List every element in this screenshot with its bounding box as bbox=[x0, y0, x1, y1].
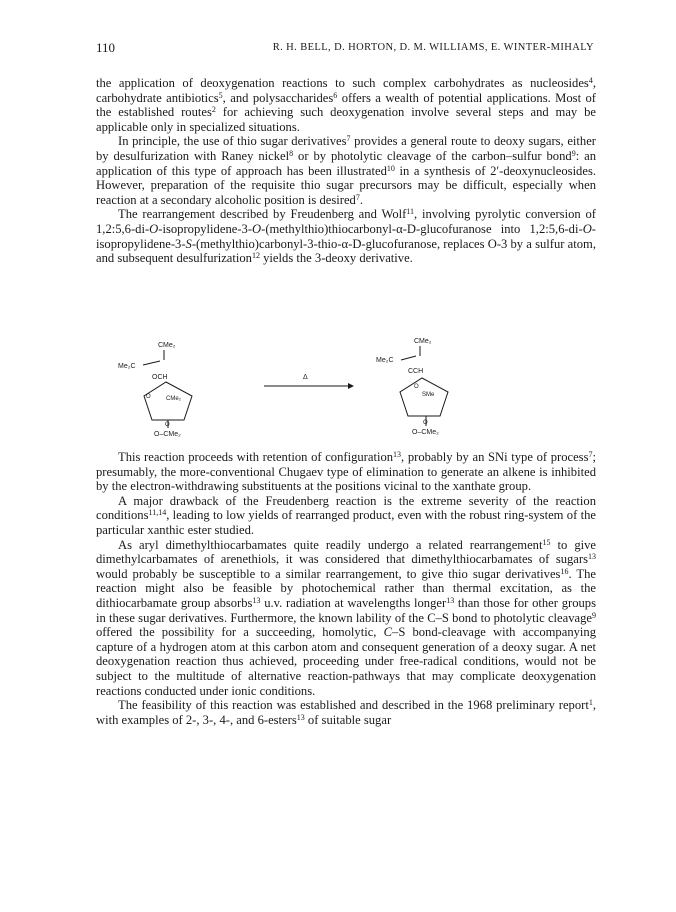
text-run: u.v. radiation at wavelengths longer bbox=[260, 595, 447, 610]
citation-superscript: 11 bbox=[406, 207, 415, 217]
right-inner-label: SMe bbox=[422, 392, 435, 398]
text-run: -(methylthio)carbonyl-3-thio-α-D-glucofuranose, replaces O-3 by a sulfur atom, and subsequent desulfurization bbox=[96, 236, 596, 266]
text-run: or by photolytic cleavage of the carbon–sulfur bond bbox=[293, 148, 572, 163]
text-run: In principle, the use of thio sugar derivatives bbox=[118, 134, 347, 149]
text-run: in a synthesis of 2′-deoxynucleosides. However, preparation of the requisite thio sugar precursors may be difficult, especially when reaction at a secondary alcoholic position is desired bbox=[96, 163, 596, 207]
text-run: , carbohydrate antibiotics bbox=[96, 76, 596, 105]
left-heteroatom-up: O bbox=[146, 394, 151, 400]
text-run: to give dimethylcarbamates of arenethiols, it was considered that dimethylthiocarbamates of sugars bbox=[96, 537, 597, 567]
text-run: offered the possibility for a succeeding, homolytic, bbox=[96, 625, 384, 640]
citation-superscript: 5 bbox=[218, 90, 223, 100]
citation-superscript: 13 bbox=[252, 595, 261, 605]
left-heteroatom-down: O bbox=[165, 422, 170, 428]
italic-locant: O bbox=[582, 221, 592, 236]
citation-superscript: 8 bbox=[289, 148, 294, 158]
text-run: -isopropylidene-3- bbox=[158, 221, 253, 236]
citation-superscript: 6 bbox=[333, 90, 338, 100]
text-run: , leading to low yields of rearranged product, even with the robust ring-system of the particular xanthic ester studied. bbox=[96, 508, 596, 537]
text-run: : an application of this type of approach has been illustrated bbox=[96, 148, 596, 178]
text-run: . bbox=[359, 192, 363, 207]
paragraph bbox=[96, 450, 596, 494]
paragraph bbox=[96, 134, 596, 207]
text-run: , and polysaccharides bbox=[222, 90, 334, 105]
left-side-label: Me₂C bbox=[118, 363, 136, 370]
starting-xanthate-structure bbox=[118, 342, 192, 438]
text-run: The rearrangement described by Freudenberg and Wolf bbox=[118, 207, 407, 222]
italic-locant: O bbox=[252, 221, 262, 236]
text-run: would probably be susceptible to a similar rearrangement, to give thio sugar derivatives bbox=[96, 566, 561, 581]
citation-superscript: 13 bbox=[393, 450, 402, 459]
citation-superscript: 7 bbox=[355, 192, 360, 202]
running-header-authors: R. H. BELL, D. HORTON, D. M. WILLIAMS, E. WINTER-MIHALY bbox=[272, 42, 594, 53]
body-text-bottom bbox=[96, 450, 596, 727]
citation-superscript: 12 bbox=[251, 251, 260, 261]
arrow-heat-label: Δ bbox=[303, 374, 308, 381]
text-run: of suitable sugar bbox=[304, 712, 392, 727]
paragraph bbox=[96, 698, 596, 727]
right-heteroatom-down: O bbox=[423, 420, 428, 426]
text-run: , with examples of 2-, 3-, 4-, and 6-esters bbox=[96, 698, 596, 727]
citation-superscript: 2 bbox=[211, 105, 216, 115]
text-run: the application of deoxygenation reactions to such complex carbohydrates as nucleosides bbox=[96, 76, 589, 90]
text-run: The feasibility of this reaction was established and described in the 1968 preliminary report bbox=[118, 698, 589, 713]
text-run: , probably by an SNi type of process bbox=[401, 450, 589, 464]
left-ring-label: OCH bbox=[152, 374, 168, 381]
text-run: yields the 3-deoxy derivative. bbox=[259, 251, 413, 266]
citation-superscript: 7 bbox=[588, 450, 593, 459]
citation-superscript: 15 bbox=[542, 537, 551, 547]
paragraph bbox=[96, 494, 596, 538]
text-run: than those for other groups in these sugar derivatives. Furthermore, the known lability of the C–S bond to photolytic cleavage bbox=[96, 595, 596, 625]
text-run: . The reaction might also be feasible by photochemical rather than thermal excitation, as the dithiocarbamate group absorbs bbox=[96, 566, 596, 610]
citation-superscript: 13 bbox=[296, 712, 305, 722]
text-run: ; presumably, the more-conventional Chugaev type of elimination to generate an alkene is inhibited by the electron-withdrawing substituents at the positions vicinal to the xanthate group. bbox=[96, 450, 596, 494]
right-side-label: Me₂C bbox=[376, 357, 394, 364]
text-run: –S bond-cleavage with accompanying capture of a hydrogen atom at this carbon atom and consequent generation of a deoxy sugar. A net deoxygenation reaction thus achieved, proceeding under free-radical conditions, would not be subject to the multitude of alternative reaction-pathways that may complicate deoxygenation reactions conducted under ionic conditions. bbox=[96, 625, 596, 698]
paragraph bbox=[96, 538, 596, 699]
right-ring-label: CCH bbox=[408, 368, 424, 375]
text-run: This reaction proceeds with retention of configuration bbox=[118, 450, 394, 464]
citation-superscript: 7 bbox=[346, 134, 351, 144]
italic-locant: S bbox=[185, 236, 192, 251]
italic-locant: O bbox=[149, 221, 159, 236]
left-top-label: CMe₂ bbox=[158, 342, 176, 349]
italic-locant: C bbox=[383, 625, 393, 640]
right-top-label: CMe₂ bbox=[414, 338, 432, 345]
text-run: , involving pyrolytic conversion of 1,2:5,6-di- bbox=[96, 207, 596, 236]
page-number: 110 bbox=[96, 40, 116, 55]
left-inner-label: CMe₂ bbox=[166, 396, 181, 402]
rearranged-thiocarbonate-structure bbox=[376, 338, 448, 436]
left-bottom-label: O–CMe₂ bbox=[154, 431, 181, 438]
citation-superscript: 11,14 bbox=[148, 508, 167, 518]
text-run: A major drawback of the Freudenberg reaction is the extreme severity of the reaction conditions bbox=[96, 493, 596, 523]
text-run: provides a general route to deoxy sugars, either by desulfurization with Raney nickel bbox=[96, 134, 596, 163]
citation-superscript: 16 bbox=[560, 566, 569, 576]
citation-superscript: 13 bbox=[588, 552, 596, 562]
citation-superscript: 10 bbox=[386, 163, 395, 173]
text-run: -(methylthio)thiocarbonyl-α-D-glucofuranose into 1,2:5,6-di- bbox=[261, 221, 583, 236]
reaction-arrow bbox=[264, 374, 354, 389]
body-text-top bbox=[96, 76, 596, 266]
right-bottom-label: O–CMe₂ bbox=[412, 429, 439, 436]
citation-superscript: 13 bbox=[446, 595, 455, 605]
right-heteroatom-up: O bbox=[414, 384, 419, 390]
citation-superscript: 9 bbox=[592, 610, 596, 620]
text-run: offers a wealth of potential applications. Most of the established routes bbox=[96, 90, 596, 120]
running-header bbox=[96, 40, 594, 58]
citation-superscript: 4 bbox=[588, 76, 593, 85]
text-run: for achieving such deoxygenation involve several steps and may be applicable only in specialized situations. bbox=[96, 105, 597, 134]
paragraph bbox=[96, 76, 596, 134]
reaction-scheme bbox=[96, 338, 596, 438]
text-run: As aryl dimethylthiocarbamates quite readily undergo a related rearrangement bbox=[118, 537, 543, 552]
paragraph bbox=[96, 207, 596, 265]
citation-superscript: 9 bbox=[571, 148, 576, 158]
text-run: -isopropylidene-3- bbox=[96, 221, 596, 251]
citation-superscript: 1 bbox=[588, 698, 593, 708]
